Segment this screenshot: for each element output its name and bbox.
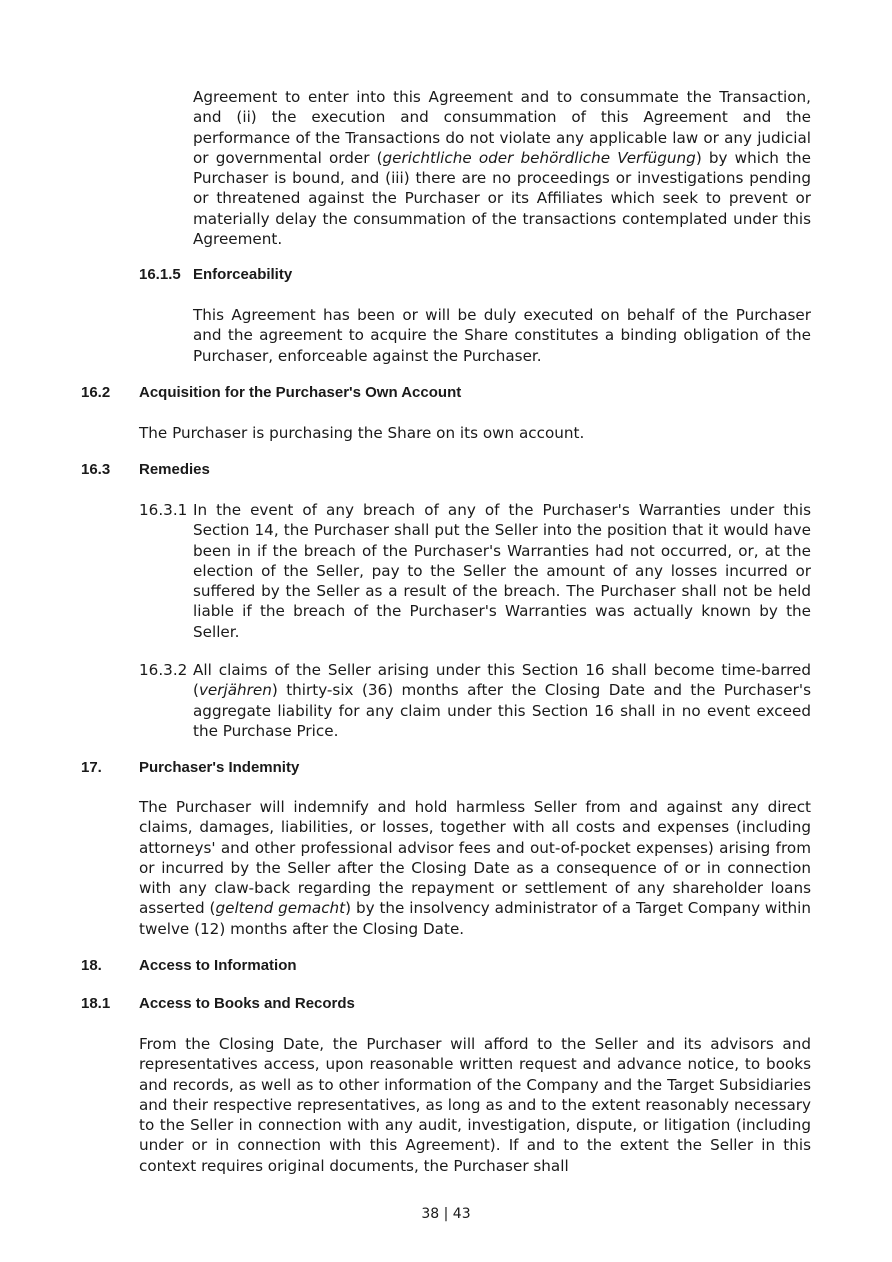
intro-text-c: ) by which the Purchaser is bound, and (iii) there are no proceedings or investigations pending or threatened against the Purchaser or its Affiliates which seek to prevent or materially delay the consummation of the transactions contemplated under this Agreement.: [193, 148, 811, 249]
s1632-text-c: ) thirty-six (36) months after the Closing Date and the Purchaser's aggregate liability for any claim under this Section 16 shall in no event exceed the Purchase Price.: [193, 681, 811, 740]
section-18-1-number: 18.1: [81, 995, 111, 1012]
section-16-3-1-text: In the event of any breach of any of the Purchaser's Warranties under this Section 14, the Purchaser shall put the Seller into the position that it would have been in if the breach of the Purchaser's Warranties had not occurred, or, at the election of the Seller, pay to the Seller the amount of any losses incurred or suffered by the Seller as a result of the breach. The Purchaser shall not be held liable if the breach of the Purchaser's Warranties was actually known by the Seller.: [193, 501, 811, 641]
section-16-3-2-text: [193, 660, 811, 741]
section-16-2-number: 16.2: [81, 384, 111, 401]
section-16-2-title: Acquisition for the Purchaser's Own Account: [139, 384, 462, 401]
s17-text-italic: geltend gemacht: [215, 899, 346, 918]
section-16-3-number: 16.3: [81, 461, 111, 478]
section-16-1-5-number: 16.1.5: [139, 266, 181, 283]
section-18-1-title: Access to Books and Records: [139, 995, 355, 1012]
section-16-2-text: The Purchaser is purchasing the Share on its own account.: [139, 424, 585, 442]
section-16-3-title: Remedies: [139, 461, 210, 478]
section-18-title: Access to Information: [139, 957, 297, 974]
section-18-1-text: From the Closing Date, the Purchaser will afford to the Seller and its advisors and representatives access, upon reasonable written request and advance notice, to books and records, as well as to other information of the Company and the Target Subsidiaries and their respective representatives, as long as and to the extent reasonably necessary to the Seller in connection with any audit, investigation, dispute, or litigation (including under or in connection with this Agreement). If and to the extent the Seller in this context requires original documents, the Purchaser shall: [139, 1035, 811, 1175]
intro-text-italic: gerichtliche oder behördliche Verfügung: [382, 148, 696, 167]
intro-paragraph: [193, 87, 811, 249]
page-number: 38 | 43: [421, 1206, 471, 1222]
section-17-text: [139, 797, 811, 939]
s1632-text-a: All claims of the Seller arising under this Section 16 shall become time-barred (: [193, 661, 811, 700]
s1632-text-italic: verjähren: [198, 681, 272, 700]
s17-text-a: The Purchaser will indemnify and hold harmless Seller from and against any direct claims, damages, liabilities, or losses, together with all costs and expenses (including attorneys' and other professional advisor fees and out-of-pocket expenses) arising from or incurred by the Seller after the Closing Date as a consequence of or in connection with any claw-back regarding the repayment or settlement of any shareholder loans asserted (: [139, 798, 811, 918]
section-16-1-5-title: Enforceability: [193, 266, 293, 283]
section-16-1-5-text: This Agreement has been or will be duly executed on behalf of the Purchaser and the agreement to acquire the Share constitutes a binding obligation of the Purchaser, enforceable against the Purchaser.: [193, 306, 811, 365]
section-18-number: 18.: [81, 957, 102, 974]
intro-text-a: Agreement to enter into this Agreement and to consummate the Transaction, and (ii) the execution and consummation of this Agreement and the performance of the Transactions do not violate any applicable law or any judicial or governmental order (: [193, 88, 811, 167]
section-16-3-1-number: 16.3.1: [139, 501, 188, 519]
section-17-title: Purchaser's Indemnity: [139, 759, 300, 776]
s17-text-c: ) by the insolvency administrator of a Target Company within twelve (12) months after the Closing Date.: [139, 899, 811, 938]
section-17-number: 17.: [81, 759, 102, 776]
section-16-3-2-number: 16.3.2: [139, 661, 188, 679]
